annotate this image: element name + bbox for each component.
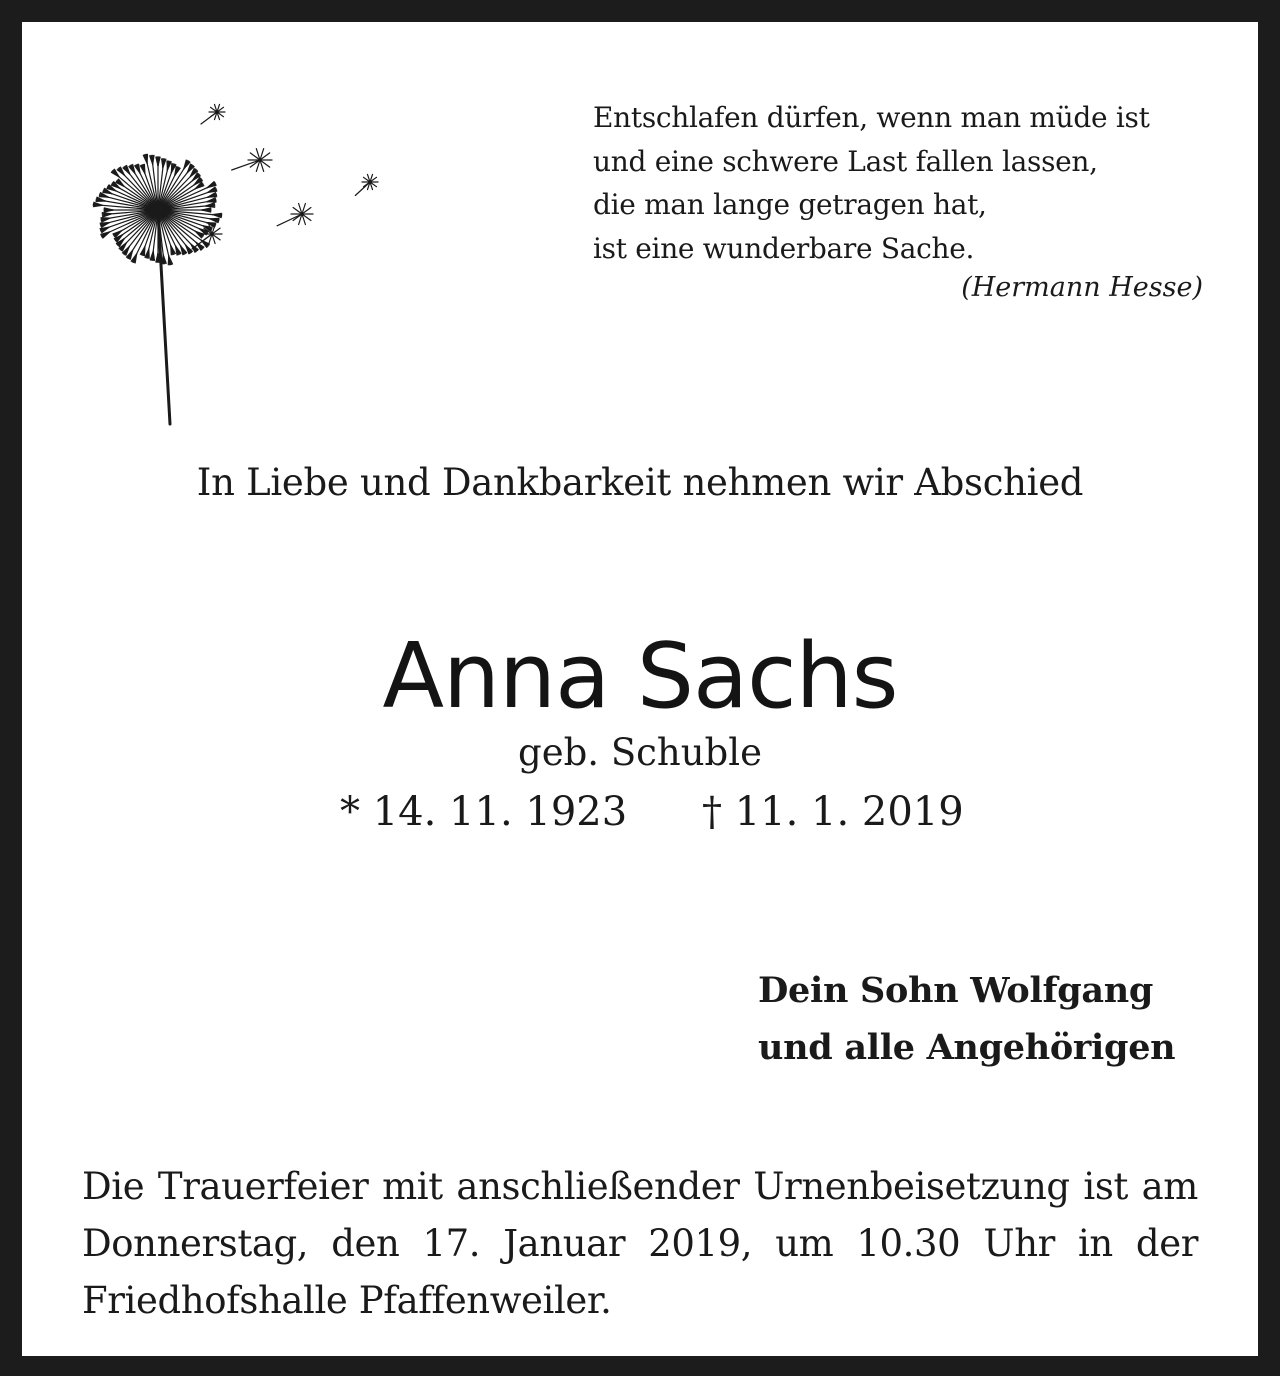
birth-date: * 14. 11. 1923	[340, 789, 628, 835]
dandelion-icon	[82, 82, 402, 432]
signoff-line: und alle Angehörigen	[758, 1027, 1176, 1068]
poem-line: ist eine wunderbare Sache.	[593, 231, 975, 265]
poem-author: (Hermann Hesse)	[961, 272, 1203, 303]
funeral-service-notice: Die Trauerfeier mit anschließender Urnenbeisetzung ist am Donnerstag, den 17. Januar 2019, um 10.30 Uhr in der Friedhofshalle Pfaffenweiler.	[82, 1165, 1198, 1322]
poem-line: die man lange getragen hat,	[593, 188, 987, 221]
farewell-heading: In Liebe und Dankbarkeit nehmen wir Abschied	[196, 461, 1084, 504]
poem-quote	[593, 96, 1203, 308]
obituary-card	[22, 22, 1258, 1356]
death-date: † 11. 1. 2019	[702, 789, 964, 835]
poem-line: Entschlafen dürfen, wenn man müde ist	[593, 101, 1150, 134]
deceased-name: Anna Sachs	[382, 624, 898, 729]
poem-line: und eine schwere Last fallen lassen,	[593, 144, 1098, 178]
mourners-signoff	[758, 962, 1175, 1076]
signoff-line: Dein Sohn Wolfgang	[758, 970, 1154, 1011]
maiden-name: geb. Schuble	[518, 731, 762, 774]
